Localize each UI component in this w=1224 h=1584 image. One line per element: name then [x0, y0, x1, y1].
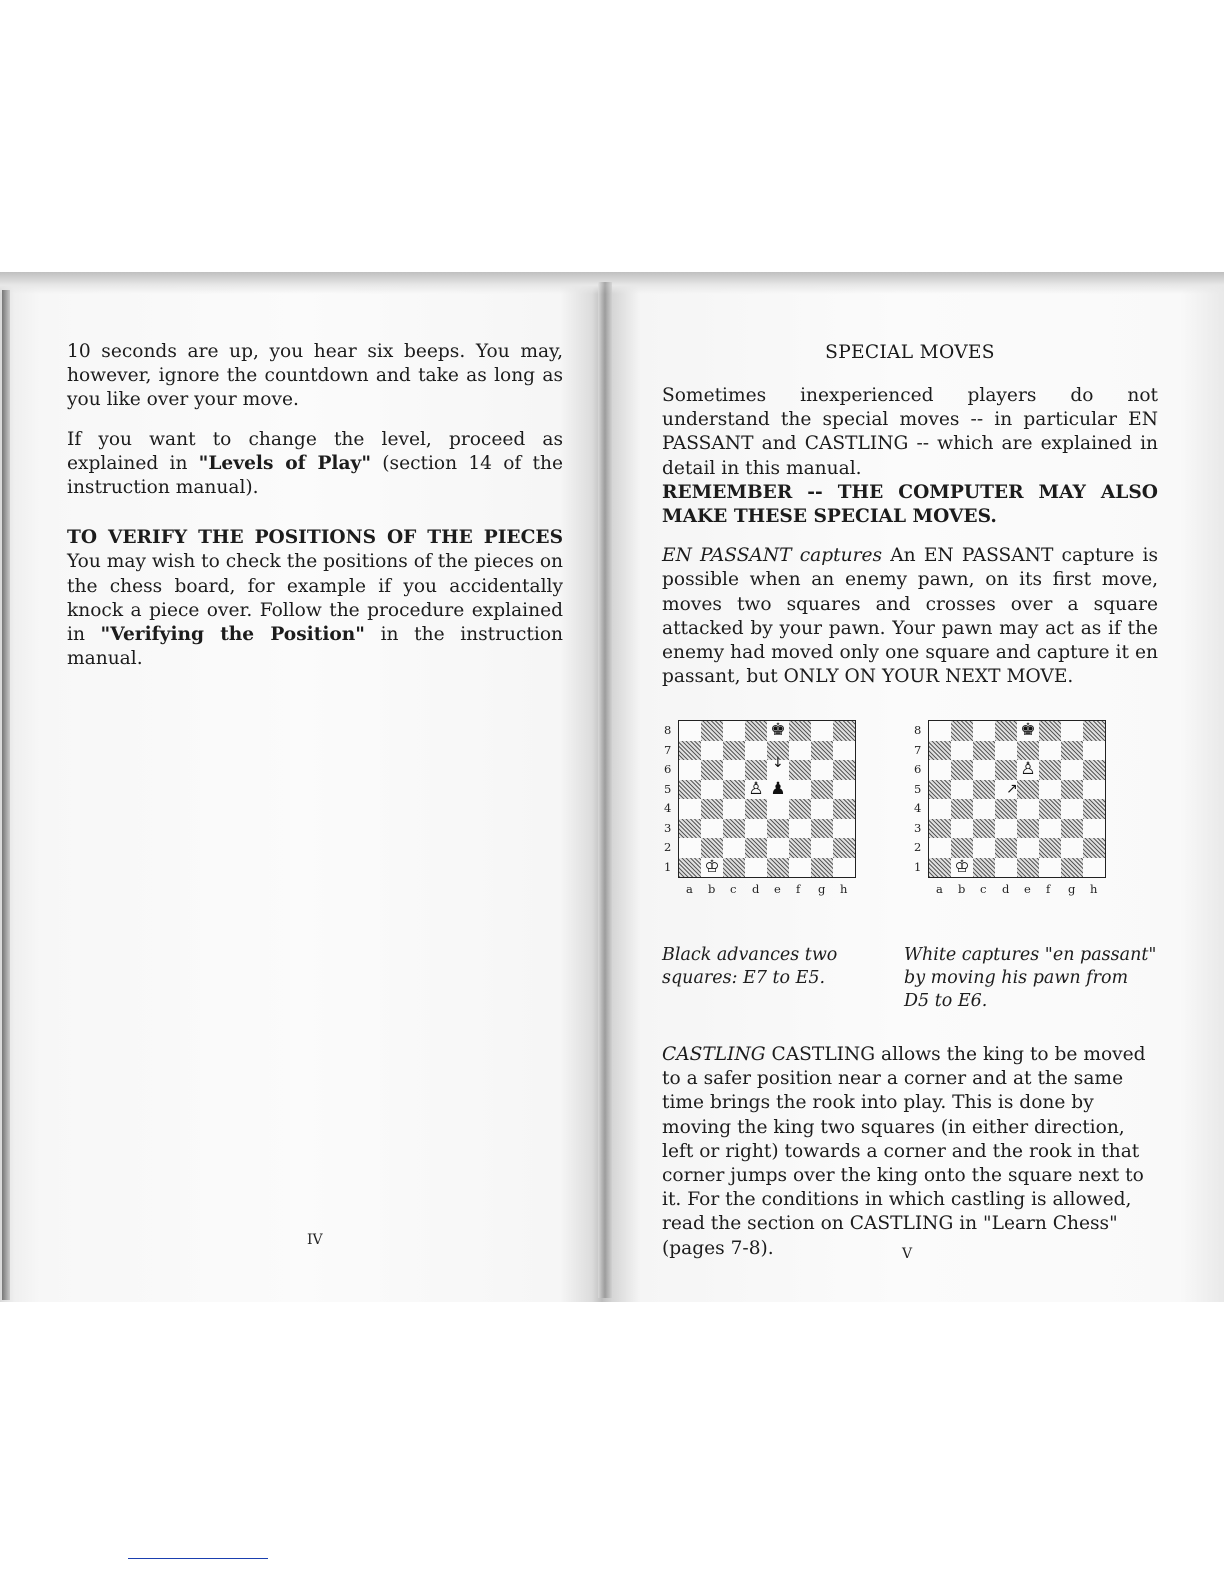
square-d4: [745, 799, 767, 819]
square-a5: [679, 780, 701, 800]
file-label-b: b: [958, 882, 966, 896]
white-king-icon: ♔: [954, 856, 970, 877]
square-h2: [833, 838, 855, 858]
square-h6: [833, 760, 855, 780]
square-e7: [1017, 741, 1039, 761]
verify-positions-heading: TO VERIFY THE POSITIONS OF THE PIECES: [67, 527, 563, 549]
square-b5: [701, 780, 723, 800]
square-a7: [679, 741, 701, 761]
square-g4: [1061, 799, 1083, 819]
rank-label-5: 5: [914, 781, 922, 796]
square-c8: [723, 721, 745, 741]
square-b7: [701, 741, 723, 761]
rank-label-7: 7: [664, 742, 672, 757]
square-b6: [701, 760, 723, 780]
square-c4: [723, 799, 745, 819]
square-e8: [1017, 721, 1039, 741]
square-g7: [811, 741, 833, 761]
file-label-f: f: [796, 882, 801, 896]
square-h2: [1083, 838, 1105, 858]
file-label-g: g: [818, 882, 826, 896]
square-h4: [1083, 799, 1105, 819]
square-c7: [973, 741, 995, 761]
square-e1: [767, 858, 789, 878]
verify-positions-text-end: in the instruction manual.: [67, 624, 564, 670]
left-page: [67, 340, 563, 686]
rank-label-2: 2: [914, 840, 922, 854]
square-e5: [767, 780, 789, 800]
square-c3: [973, 819, 995, 839]
square-h1: [1083, 858, 1105, 878]
square-c8: [973, 721, 995, 741]
verifying-position-reference: "Verifying the Position": [100, 624, 365, 646]
square-c1: [973, 858, 995, 878]
square-b8: [951, 721, 973, 741]
square-g1: [1061, 858, 1083, 878]
caption-before: [662, 944, 837, 990]
square-h3: [833, 819, 855, 839]
square-c7: [723, 741, 745, 761]
caption-before-line-1: Black advances two: [662, 945, 838, 965]
square-c5: [723, 780, 745, 800]
square-a3: [929, 819, 951, 839]
square-b2: [701, 838, 723, 858]
left-paragraph-2: [67, 428, 563, 501]
rank-label-3: 3: [914, 820, 922, 835]
square-e4: [767, 799, 789, 819]
en-passant-paragraph: [662, 544, 1158, 689]
square-a5: [929, 780, 951, 800]
square-a1: [929, 858, 951, 878]
file-label-d: d: [752, 882, 760, 896]
square-a6: [679, 760, 701, 780]
left-edge-shadow: [2, 290, 10, 1300]
square-g3: [1061, 819, 1083, 839]
white-pawn-icon: ♙: [748, 778, 764, 799]
square-d6: [995, 760, 1017, 780]
square-e1: [1017, 858, 1039, 878]
square-g7: [1061, 741, 1083, 761]
castling-paragraph: [662, 1043, 1158, 1261]
special-moves-intro-text: Sometimes inexperienced players do not understand the special moves -- in particular EN PASSANT and CASTLING -- which are explained in detail in this manual.: [662, 385, 1158, 479]
square-f4: [1039, 799, 1061, 819]
file-label-c: c: [980, 882, 987, 896]
square-f6: [789, 760, 811, 780]
square-g8: [1061, 721, 1083, 741]
square-f6: [1039, 760, 1061, 780]
square-d2: [745, 838, 767, 858]
square-c4: [973, 799, 995, 819]
square-e2: [1017, 838, 1039, 858]
file-label-e: e: [1024, 882, 1031, 896]
square-c2: [723, 838, 745, 858]
left-paragraph-2-text-a: If you want to change the level, proceed as explained in: [67, 428, 563, 474]
square-b8: [701, 721, 723, 741]
square-c6: [723, 760, 745, 780]
square-e6: [1017, 760, 1039, 780]
square-f2: [1039, 838, 1061, 858]
square-b4: [701, 799, 723, 819]
square-e2: [767, 838, 789, 858]
castling-text: CASTLING allows the king to be moved to a safer position near a corner and at the same time brings the rook into play. This is done by moving the king two squares (in either direction, left or right) towards a corner and the rook in that corner jumps over the king onto the square next to it. For the conditions in which castling is allowed, read the section on CASTLING in "Learn Chess" (pages 7-8).: [662, 1044, 1146, 1259]
square-c1: [723, 858, 745, 878]
square-h1: [833, 858, 855, 878]
square-c6: [973, 760, 995, 780]
square-f4: [789, 799, 811, 819]
square-c3: [723, 819, 745, 839]
square-h8: [1083, 721, 1105, 741]
file-label-b: b: [708, 882, 716, 896]
square-d1: [745, 858, 767, 878]
square-d5: [745, 780, 767, 800]
square-d6: [745, 760, 767, 780]
square-a6: [929, 760, 951, 780]
square-a8: [679, 721, 701, 741]
en-passant-text: An EN PASSANT capture is possible when an enemy pawn, on its first move, moves two squares and crosses over a square attacked by your pawn. Your pawn may act as if the enemy had moved only one square and capture it en passant, but ONLY ON YOUR NEXT MOVE.: [662, 545, 1158, 688]
square-g1: [811, 858, 833, 878]
square-b5: [951, 780, 973, 800]
square-d8: [745, 721, 767, 741]
square-d3: [745, 819, 767, 839]
square-c2: [973, 838, 995, 858]
file-label-a: a: [936, 882, 943, 896]
square-a7: [929, 741, 951, 761]
bottom-rule: [128, 1558, 268, 1559]
file-label-h: h: [1090, 882, 1098, 896]
square-g2: [811, 838, 833, 858]
rank-label-5: 5: [664, 781, 672, 796]
castling-section: [662, 1043, 1158, 1276]
square-a4: [929, 799, 951, 819]
square-d3: [995, 819, 1017, 839]
en-passant-heading: EN PASSANT captures: [662, 545, 883, 567]
square-b1: [701, 858, 723, 878]
board-before-diagram: [658, 720, 878, 910]
page-top-shadow: [0, 272, 1224, 294]
rank-label-1: 1: [664, 859, 672, 874]
square-e3: [1017, 819, 1039, 839]
rank-label-4: 4: [914, 801, 922, 815]
square-b1: [951, 858, 973, 878]
square-f3: [789, 819, 811, 839]
right-page-number: V: [902, 1246, 913, 1262]
white-king-icon: ♔: [704, 856, 720, 877]
rank-label-6: 6: [664, 762, 672, 776]
left-paragraph-2-text-b: (section 14 of the instruction manual).: [67, 452, 563, 499]
square-d8: [995, 721, 1017, 741]
square-f2: [789, 838, 811, 858]
file-label-d: d: [1002, 882, 1010, 896]
square-f1: [1039, 858, 1061, 878]
file-label-h: h: [840, 882, 848, 896]
special-moves-title: SPECIAL MOVES: [825, 342, 995, 363]
square-f7: [789, 741, 811, 761]
square-g6: [1061, 760, 1083, 780]
left-paragraph-1: [67, 340, 563, 413]
caption-after-line-3: D5 to E6.: [904, 991, 988, 1011]
black-king-icon: ♚: [770, 720, 786, 741]
special-moves-intro: [662, 384, 1158, 481]
square-g5: [811, 780, 833, 800]
square-b2: [951, 838, 973, 858]
square-a1: [679, 858, 701, 878]
square-h8: [833, 721, 855, 741]
chess-board-2: [928, 720, 1106, 878]
verify-positions-paragraph: [67, 526, 563, 671]
rank-label-1: 1: [914, 859, 922, 874]
square-f8: [1039, 721, 1061, 741]
rank-label-8: 8: [914, 723, 922, 737]
square-g3: [811, 819, 833, 839]
square-h4: [833, 799, 855, 819]
square-c5: [973, 780, 995, 800]
square-f1: [789, 858, 811, 878]
square-h5: [833, 780, 855, 800]
square-f8: [789, 721, 811, 741]
caption-after-line-1: White captures "en passant": [904, 945, 1157, 965]
square-a2: [929, 838, 951, 858]
square-a8: [929, 721, 951, 741]
square-g8: [811, 721, 833, 741]
square-d1: [995, 858, 1017, 878]
square-a2: [679, 838, 701, 858]
left-page-number: IV: [307, 1232, 323, 1248]
caption-after: [904, 944, 1156, 1013]
move-arrow-down-icon: ↓: [772, 755, 784, 771]
verify-positions-text: You may wish to check the positions of the pieces on the chess board, for example if you accidentally knock a piece over. Follow the procedure explained in: [67, 551, 563, 646]
white-pawn-icon: ♙: [1020, 759, 1036, 780]
left-paragraph-1-text: 10 seconds are up, you hear six beeps. You may, however, ignore the countdown and take as long as you like over your move.: [67, 341, 563, 411]
square-d4: [995, 799, 1017, 819]
square-e3: [767, 819, 789, 839]
square-e4: [1017, 799, 1039, 819]
square-h7: [1083, 741, 1105, 761]
square-a4: [679, 799, 701, 819]
square-h6: [1083, 760, 1105, 780]
capture-arrow-icon: ↗: [1006, 780, 1018, 797]
square-g2: [1061, 838, 1083, 858]
square-e8: [767, 721, 789, 741]
black-king-icon: ♚: [1020, 720, 1036, 741]
square-g6: [811, 760, 833, 780]
square-f3: [1039, 819, 1061, 839]
square-b4: [951, 799, 973, 819]
square-d7: [745, 741, 767, 761]
square-f5: [789, 780, 811, 800]
square-d7: [995, 741, 1017, 761]
board-after-diagram: [906, 720, 1126, 910]
black-pawn-icon: ♟: [770, 778, 786, 799]
square-b6: [951, 760, 973, 780]
square-h7: [833, 741, 855, 761]
rank-label-7: 7: [914, 742, 922, 757]
levels-of-play-reference: "Levels of Play": [198, 452, 372, 474]
book-spine: [598, 282, 612, 1298]
file-label-a: a: [686, 882, 693, 896]
file-label-f: f: [1046, 882, 1051, 896]
file-label-c: c: [730, 882, 737, 896]
square-g4: [811, 799, 833, 819]
square-h3: [1083, 819, 1105, 839]
square-b7: [951, 741, 973, 761]
castling-heading: CASTLING: [662, 1044, 766, 1065]
square-g5: [1061, 780, 1083, 800]
remember-warning: REMEMBER -- THE COMPUTER MAY ALSO MAKE THESE SPECIAL MOVES.: [662, 481, 1158, 528]
square-f7: [1039, 741, 1061, 761]
file-label-e: e: [774, 882, 781, 896]
rank-label-4: 4: [664, 801, 672, 815]
rank-label-2: 2: [664, 840, 672, 854]
square-d2: [995, 838, 1017, 858]
right-page: [662, 384, 1158, 704]
square-f5: [1039, 780, 1061, 800]
caption-after-line-2: by moving his pawn from: [904, 968, 1129, 988]
square-e5: [1017, 780, 1039, 800]
file-label-g: g: [1068, 882, 1076, 896]
square-h5: [1083, 780, 1105, 800]
chess-board-1: [678, 720, 856, 878]
rank-label-6: 6: [914, 762, 922, 776]
caption-before-line-2: squares: E7 to E5.: [662, 968, 826, 988]
square-a3: [679, 819, 701, 839]
square-b3: [951, 819, 973, 839]
square-b3: [701, 819, 723, 839]
rank-label-3: 3: [664, 820, 672, 835]
rank-label-8: 8: [664, 723, 672, 737]
